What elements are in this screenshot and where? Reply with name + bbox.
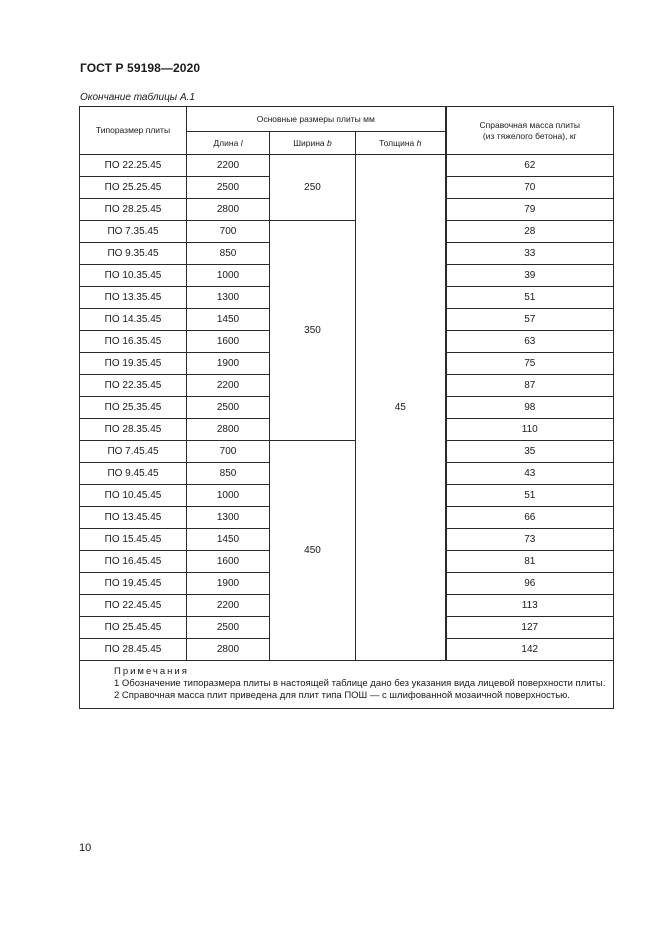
cell-mass: 75 (446, 353, 614, 375)
cell-type: ПО 9.35.45 (80, 243, 187, 265)
cell-mass: 57 (446, 309, 614, 331)
cell-mass: 87 (446, 375, 614, 397)
cell-mass: 33 (446, 243, 614, 265)
cell-type: ПО 10.35.45 (80, 265, 187, 287)
cell-length: 2800 (187, 419, 270, 441)
cell-mass: 62 (446, 155, 614, 177)
notes-title: Примечания (114, 666, 189, 677)
header-width: Ширина b (270, 132, 356, 155)
cell-length: 1450 (187, 309, 270, 331)
cell-type: ПО 22.25.45 (80, 155, 187, 177)
header-mass-line1: Справочная масса плиты (479, 119, 580, 130)
cell-width: 450 (270, 441, 356, 661)
table-row (80, 221, 614, 243)
cell-length: 1000 (187, 265, 270, 287)
cell-length: 2200 (187, 595, 270, 617)
cell-mass: 98 (446, 397, 614, 419)
cell-mass: 142 (446, 639, 614, 661)
cell-length: 1300 (187, 507, 270, 529)
cell-type: ПО 25.25.45 (80, 177, 187, 199)
thickness-symbol: h (416, 137, 422, 148)
cell-mass: 63 (446, 331, 614, 353)
cell-type: ПО 25.35.45 (80, 397, 187, 419)
cell-type: ПО 19.35.45 (80, 353, 187, 375)
cell-type: ПО 16.45.45 (80, 551, 187, 573)
cell-mass: 70 (446, 177, 614, 199)
cell-mass: 43 (446, 463, 614, 485)
cell-type: ПО 16.35.45 (80, 331, 187, 353)
note-item: 1 Обозначение типоразмера плиты в настоящей таблице дано без указания вида лицевой поверхности плиты. (114, 678, 606, 689)
header-type: Типоразмер плиты (80, 107, 187, 155)
cell-length: 2200 (187, 375, 270, 397)
cell-type: ПО 14.35.45 (80, 309, 187, 331)
cell-type: ПО 13.35.45 (80, 287, 187, 309)
cell-length: 1600 (187, 331, 270, 353)
cell-length: 1900 (187, 353, 270, 375)
header-length: Длина l (187, 132, 270, 155)
cell-length: 2500 (187, 397, 270, 419)
slab-specification-table (79, 106, 614, 709)
header-mass-line2: (из тяжелого бетона), кг (482, 130, 577, 141)
cell-length: 850 (187, 463, 270, 485)
document-header: ГОСТ Р 59198—2020 (80, 61, 201, 75)
notes-row (80, 661, 614, 709)
cell-length: 1600 (187, 551, 270, 573)
cell-type: ПО 22.35.45 (80, 375, 187, 397)
cell-mass: 51 (446, 485, 614, 507)
cell-type: ПО 25.45.45 (80, 617, 187, 639)
cell-type: ПО 28.35.45 (80, 419, 187, 441)
cell-length: 1000 (187, 485, 270, 507)
cell-type: ПО 13.45.45 (80, 507, 187, 529)
cell-type: ПО 28.45.45 (80, 639, 187, 661)
width-symbol: b (327, 137, 332, 148)
table-notes (80, 661, 614, 709)
cell-mass: 39 (446, 265, 614, 287)
table-body (80, 155, 614, 709)
cell-type: ПО 7.45.45 (80, 441, 187, 463)
cell-mass: 110 (446, 419, 614, 441)
cell-mass: 35 (446, 441, 614, 463)
cell-length: 1450 (187, 529, 270, 551)
cell-type: ПО 10.45.45 (80, 485, 187, 507)
cell-length: 700 (187, 441, 270, 463)
cell-thickness: 45 (356, 155, 446, 661)
cell-mass: 96 (446, 573, 614, 595)
cell-length: 2800 (187, 199, 270, 221)
cell-width: 250 (270, 155, 356, 221)
cell-length: 2800 (187, 639, 270, 661)
cell-type: ПО 28.25.45 (80, 199, 187, 221)
cell-length: 1300 (187, 287, 270, 309)
cell-type: ПО 15.45.45 (80, 529, 187, 551)
cell-length: 850 (187, 243, 270, 265)
cell-type: ПО 7.35.45 (80, 221, 187, 243)
cell-width: 350 (270, 221, 356, 441)
cell-mass: 127 (446, 617, 614, 639)
cell-mass: 79 (446, 199, 614, 221)
table-row (80, 155, 614, 177)
table-row (80, 441, 614, 463)
cell-length: 2500 (187, 177, 270, 199)
table-caption: Окончание таблицы А.1 (80, 92, 195, 103)
header-mass (446, 107, 614, 155)
cell-mass: 51 (446, 287, 614, 309)
cell-type: ПО 22.45.45 (80, 595, 187, 617)
length-symbol: l (240, 137, 243, 148)
cell-mass: 73 (446, 529, 614, 551)
cell-length: 2200 (187, 155, 270, 177)
cell-length: 700 (187, 221, 270, 243)
page-number: 10 (79, 842, 92, 854)
cell-length: 2500 (187, 617, 270, 639)
cell-type: ПО 19.45.45 (80, 573, 187, 595)
cell-mass: 28 (446, 221, 614, 243)
header-dimensions-group: Основные размеры плиты мм (187, 107, 446, 132)
cell-mass: 113 (446, 595, 614, 617)
note-item: 2 Справочная масса плит приведена для плит типа ПОШ — с шлифованной мозаичной поверхностью. (114, 690, 570, 701)
cell-mass: 81 (446, 551, 614, 573)
header-thickness: Толщина h (356, 132, 446, 155)
cell-length: 1900 (187, 573, 270, 595)
cell-type: ПО 9.45.45 (80, 463, 187, 485)
cell-mass: 66 (446, 507, 614, 529)
